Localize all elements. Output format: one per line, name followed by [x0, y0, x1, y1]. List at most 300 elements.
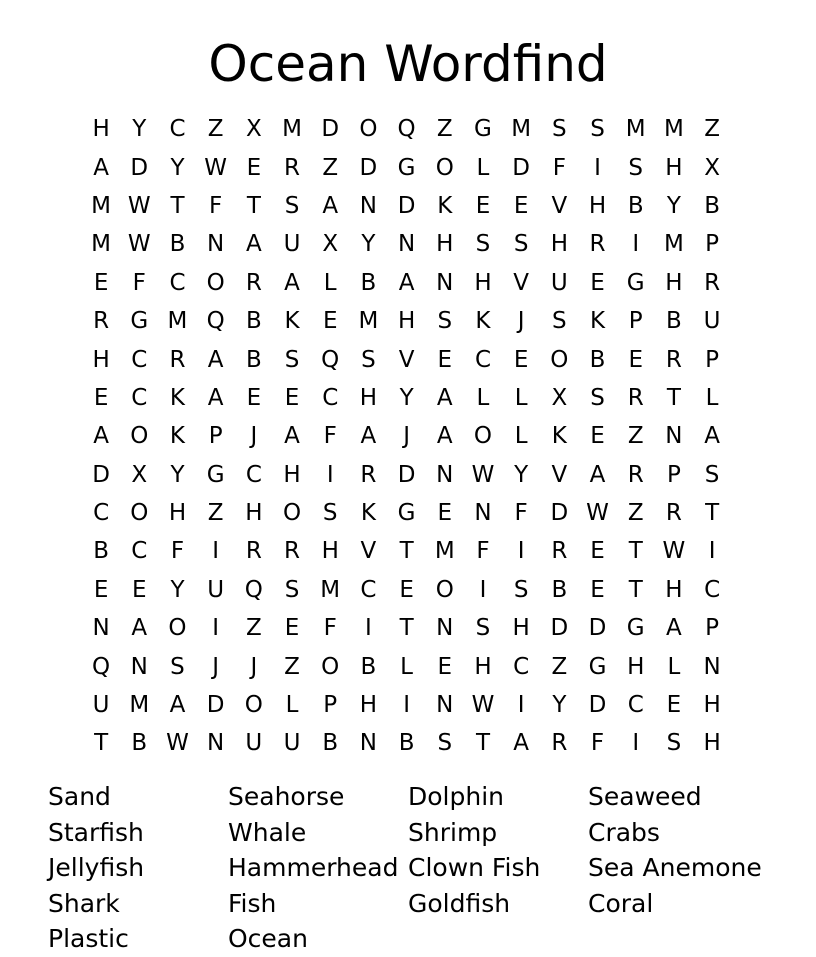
grid-letter: I: [212, 538, 220, 565]
grid-letter: G: [474, 116, 492, 143]
grid-row: [82, 417, 731, 455]
grid-letter: H: [359, 692, 378, 719]
grid-letter: S: [552, 308, 567, 335]
grid-letter: B: [704, 192, 720, 219]
grid-letter: H: [588, 192, 607, 219]
grid-letter: S: [437, 308, 453, 335]
grid-letter: M: [91, 192, 112, 219]
grid-letter: R: [665, 500, 682, 527]
grid-letter: E: [513, 346, 529, 373]
grid-letter: P: [705, 231, 720, 258]
grid-letter: R: [284, 154, 301, 181]
grid-letter: B: [93, 538, 109, 565]
grid-letter: J: [250, 423, 258, 450]
grid-letter: E: [93, 576, 109, 603]
grid-letter: F: [209, 192, 223, 219]
grid-letter: W: [662, 538, 686, 565]
grid-letter: N: [130, 653, 148, 680]
grid-letter: Y: [170, 154, 185, 181]
grid-letter: M: [358, 308, 379, 335]
grid-letter: U: [283, 730, 301, 757]
grid-letter: F: [476, 538, 490, 565]
grid-letter: K: [437, 192, 453, 219]
grid-row: [82, 609, 731, 647]
grid-letter: A: [436, 423, 453, 450]
grid-letter: U: [92, 692, 110, 719]
grid-letter: G: [626, 269, 645, 296]
page-title: Ocean Wordfind: [208, 35, 608, 93]
word-list-item: Plastic: [48, 924, 129, 954]
grid-letter: E: [132, 576, 147, 603]
grid-letter: N: [436, 615, 454, 642]
grid-letter: D: [397, 461, 416, 488]
grid-letter: C: [131, 538, 148, 565]
grid-letter: K: [475, 308, 491, 335]
grid-letter: A: [704, 423, 720, 450]
grid-letter: D: [588, 615, 607, 642]
grid-letter: E: [628, 346, 643, 373]
grid-letter: S: [322, 500, 338, 527]
grid-letter: E: [322, 308, 338, 335]
grid-letter: E: [284, 615, 300, 642]
grid-letter: Z: [704, 116, 720, 143]
grid-letter: B: [666, 308, 682, 335]
grid-letter: A: [322, 192, 339, 219]
grid-letter: U: [703, 308, 721, 335]
grid-letter: Z: [627, 500, 644, 527]
grid-letter: T: [475, 730, 490, 757]
grid-letter: G: [588, 653, 607, 680]
letter-grid: [82, 110, 731, 763]
grid-row: [82, 302, 731, 340]
grid-letter: D: [512, 154, 531, 181]
grid-letter: M: [167, 308, 188, 335]
grid-letter: X: [704, 154, 720, 181]
grid-letter: L: [400, 653, 413, 680]
grid-letter: T: [399, 538, 414, 565]
grid-letter: A: [436, 384, 453, 411]
grid-letter: E: [93, 269, 109, 296]
grid-letter: R: [360, 461, 377, 488]
grid-letter: S: [666, 730, 682, 757]
grid-letter: Y: [132, 116, 147, 143]
grid-letter: Y: [552, 692, 567, 719]
grid-letter: F: [170, 538, 185, 565]
grid-letter: Z: [436, 116, 453, 143]
word-list-item: Dolphin: [408, 782, 504, 811]
grid-letter: E: [399, 576, 414, 603]
grid-letter: J: [212, 653, 220, 680]
grid-letter: O: [206, 269, 225, 296]
grid-letter: K: [589, 308, 606, 335]
grid-letter: C: [131, 384, 148, 411]
grid-letter: N: [474, 500, 492, 527]
grid-letter: B: [551, 576, 568, 603]
grid-row: [82, 724, 731, 762]
grid-letter: H: [703, 730, 721, 757]
grid-letter: F: [552, 154, 566, 181]
grid-letter: T: [94, 730, 109, 757]
grid-letter: E: [437, 346, 453, 373]
grid-letter: R: [284, 538, 301, 565]
grid-letter: V: [360, 538, 377, 565]
grid-letter: V: [551, 461, 568, 488]
grid-letter: V: [551, 192, 568, 219]
grid-letter: W: [204, 154, 228, 181]
grid-letter: V: [398, 346, 415, 373]
grid-letter: M: [663, 116, 684, 143]
grid-letter: L: [705, 384, 719, 411]
grid-letter: I: [632, 231, 640, 258]
grid-letter: U: [283, 231, 301, 258]
grid-letter: P: [628, 308, 643, 335]
grid-letter: R: [245, 269, 262, 296]
grid-letter: C: [131, 346, 148, 373]
grid-letter: N: [397, 231, 416, 258]
grid-letter: Y: [666, 192, 681, 219]
grid-letter: H: [665, 576, 683, 603]
grid-letter: T: [170, 192, 185, 219]
grid-letter: O: [130, 423, 149, 450]
grid-letter: L: [514, 423, 528, 450]
grid-letter: Z: [207, 500, 224, 527]
grid-letter: O: [435, 576, 454, 603]
grid-letter: O: [435, 154, 454, 181]
grid-letter: H: [436, 231, 454, 258]
grid-letter: C: [322, 384, 339, 411]
grid-letter: F: [323, 423, 337, 450]
grid-letter: Y: [514, 461, 529, 488]
grid-letter: U: [550, 269, 568, 296]
grid-letter: A: [207, 346, 224, 373]
grid-letter: M: [511, 116, 532, 143]
grid-letter: P: [705, 615, 720, 642]
grid-letter: H: [283, 461, 301, 488]
grid-letter: M: [320, 576, 341, 603]
grid-letter: T: [705, 500, 720, 527]
grid-letter: P: [705, 346, 720, 373]
grid-row: [82, 225, 731, 263]
grid-letter: F: [514, 500, 528, 527]
grid-letter: L: [476, 154, 490, 181]
grid-letter: S: [513, 231, 529, 258]
grid-letter: R: [704, 269, 721, 296]
grid-letter: Q: [92, 653, 111, 680]
grid-letter: W: [471, 461, 495, 488]
grid-letter: Y: [170, 576, 185, 603]
grid-letter: N: [92, 615, 110, 642]
word-list-item: Seahorse: [228, 782, 345, 811]
grid-letter: S: [284, 346, 300, 373]
grid-letter: S: [361, 346, 376, 373]
grid-letter: D: [130, 154, 149, 181]
grid-row: [82, 532, 731, 570]
grid-letter: T: [246, 192, 261, 219]
word-list: [48, 779, 808, 957]
grid-letter: W: [586, 500, 609, 527]
grid-letter: Q: [321, 346, 340, 373]
grid-row: [82, 571, 731, 609]
grid-letter: R: [627, 384, 644, 411]
grid-letter: M: [625, 116, 646, 143]
grid-letter: C: [513, 653, 530, 680]
grid-letter: N: [665, 423, 683, 450]
grid-letter: H: [92, 346, 110, 373]
grid-letter: X: [131, 461, 148, 488]
grid-letter: I: [708, 538, 716, 565]
grid-letter: R: [551, 538, 568, 565]
grid-letter: M: [434, 538, 455, 565]
grid-letter: B: [131, 730, 148, 757]
grid-letter: L: [514, 384, 528, 411]
grid-letter: A: [169, 692, 186, 719]
grid-letter: M: [282, 116, 302, 143]
grid-letter: Q: [397, 116, 416, 143]
grid-letter: B: [627, 192, 644, 219]
grid-letter: I: [365, 615, 372, 642]
grid-letter: C: [169, 116, 186, 143]
grid-letter: Z: [627, 423, 644, 450]
grid-letter: A: [207, 384, 224, 411]
grid-letter: R: [551, 730, 568, 757]
grid-letter: N: [436, 461, 454, 488]
grid-letter: P: [323, 692, 338, 719]
grid-letter: K: [551, 423, 567, 450]
grid-letter: Y: [399, 384, 414, 411]
grid-letter: P: [666, 461, 681, 488]
grid-letter: W: [127, 231, 151, 258]
grid-row: [82, 264, 731, 302]
grid-row: [82, 494, 731, 532]
grid-letter: N: [359, 192, 378, 219]
grid-letter: R: [169, 346, 186, 373]
grid-letter: G: [206, 461, 225, 488]
grid-letter: Z: [551, 653, 568, 680]
grid-letter: S: [552, 116, 567, 143]
grid-letter: L: [667, 653, 681, 680]
word-list-item: Shark: [48, 888, 120, 918]
grid-letter: R: [665, 346, 682, 373]
grid-letter: C: [169, 269, 186, 296]
grid-letter: E: [93, 384, 109, 411]
grid-letter: J: [250, 653, 258, 680]
grid-letter: L: [476, 384, 490, 411]
grid-letter: A: [284, 269, 300, 296]
grid-letter: Y: [361, 231, 376, 258]
word-list-item: Hammerhead: [228, 853, 399, 883]
grid-letter: E: [590, 423, 605, 450]
word-list-item: Fish: [228, 888, 277, 918]
grid-letter: I: [479, 576, 487, 603]
grid-letter: H: [703, 692, 721, 719]
grid-letter: C: [474, 346, 491, 373]
grid-letter: H: [665, 154, 683, 181]
grid-letter: D: [550, 500, 569, 527]
grid-letter: H: [665, 269, 683, 296]
grid-row: [82, 110, 731, 148]
grid-letter: Z: [207, 116, 224, 143]
grid-letter: D: [321, 116, 340, 143]
grid-letter: D: [588, 692, 607, 719]
grid-letter: A: [666, 615, 682, 642]
grid-letter: G: [626, 615, 645, 642]
grid-letter: L: [323, 269, 337, 296]
grid-letter: I: [632, 730, 640, 757]
grid-letter: R: [589, 231, 606, 258]
grid-letter: H: [245, 500, 263, 527]
grid-letter: K: [169, 384, 186, 411]
word-list-item: Clown Fish: [408, 853, 541, 883]
grid-letter: E: [246, 384, 262, 411]
grid-letter: E: [590, 269, 605, 296]
grid-letter: G: [130, 308, 149, 335]
grid-letter: A: [284, 423, 300, 450]
grid-letter: S: [437, 730, 453, 757]
grid-letter: D: [92, 461, 110, 488]
grid-letter: H: [359, 384, 378, 411]
grid-letter: S: [590, 384, 605, 411]
grid-letter: R: [627, 461, 644, 488]
grid-letter: M: [663, 231, 684, 258]
grid-letter: H: [474, 653, 492, 680]
grid-letter: B: [322, 730, 339, 757]
grid-letter: D: [206, 692, 225, 719]
grid-letter: D: [550, 615, 569, 642]
grid-letter: O: [359, 116, 378, 143]
grid-letter: Z: [245, 615, 262, 642]
word-list-item: Goldfish: [408, 888, 511, 918]
word-list-item: Shrimp: [408, 817, 498, 847]
grid-letter: S: [170, 653, 185, 680]
grid-letter: D: [359, 154, 378, 181]
grid-letter: E: [475, 192, 491, 219]
grid-letter: H: [168, 500, 187, 527]
grid-letter: P: [208, 423, 223, 450]
grid-letter: O: [244, 692, 263, 719]
grid-letter: X: [322, 231, 339, 258]
grid-letter: J: [517, 308, 525, 335]
word-list-item: Sand: [48, 782, 111, 811]
grid-letter: U: [245, 730, 263, 757]
grid-letter: T: [666, 384, 681, 411]
grid-letter: X: [245, 116, 262, 143]
grid-letter: H: [397, 308, 416, 335]
grid-letter: T: [628, 538, 643, 565]
grid-row: [82, 647, 731, 685]
grid-letter: C: [245, 461, 262, 488]
grid-letter: H: [321, 538, 339, 565]
grid-letter: H: [92, 116, 110, 143]
grid-letter: N: [359, 730, 378, 757]
grid-letter: B: [245, 346, 262, 373]
grid-row: [82, 456, 731, 494]
grid-letter: O: [130, 500, 149, 527]
grid-letter: Z: [322, 154, 339, 181]
grid-letter: N: [207, 231, 225, 258]
grid-letter: I: [517, 538, 525, 565]
grid-letter: B: [245, 308, 262, 335]
grid-letter: E: [437, 653, 453, 680]
grid-letter: W: [166, 730, 189, 757]
grid-letter: A: [93, 154, 109, 181]
grid-row: [82, 379, 731, 417]
grid-letter: F: [590, 730, 605, 757]
grid-letter: A: [589, 461, 606, 488]
grid-letter: O: [168, 615, 187, 642]
word-list-item: Ocean: [228, 924, 308, 954]
grid-letter: G: [397, 500, 416, 527]
grid-letter: L: [285, 692, 299, 719]
grid-letter: C: [93, 500, 110, 527]
grid-letter: R: [245, 538, 262, 565]
grid-letter: I: [326, 461, 334, 488]
grid-letter: K: [360, 500, 376, 527]
grid-letter: E: [666, 692, 682, 719]
grid-letter: S: [475, 231, 491, 258]
word-list-item: Jellyfish: [48, 853, 145, 883]
grid-letter: O: [473, 423, 493, 450]
word-list-item: Sea Anemone: [588, 853, 762, 883]
grid-letter: C: [627, 692, 644, 719]
grid-letter: O: [282, 500, 302, 527]
grid-letter: E: [590, 538, 605, 565]
grid-letter: T: [399, 615, 414, 642]
grid-letter: E: [513, 192, 529, 219]
grid-letter: F: [132, 269, 146, 296]
grid-letter: M: [129, 692, 150, 719]
grid-letter: A: [398, 269, 415, 296]
grid-letter: M: [91, 231, 112, 258]
grid-letter: H: [627, 653, 645, 680]
grid-letter: Y: [170, 461, 185, 488]
grid-letter: B: [398, 730, 415, 757]
grid-letter: N: [207, 730, 225, 757]
grid-letter: N: [703, 653, 721, 680]
grid-letter: F: [323, 615, 337, 642]
grid-row: [82, 187, 731, 225]
word-list-item: Coral: [588, 888, 654, 918]
grid-letter: K: [169, 423, 186, 450]
grid-letter: S: [284, 192, 300, 219]
grid-letter: N: [436, 692, 454, 719]
grid-letter: A: [93, 423, 109, 450]
grid-letter: N: [436, 269, 454, 296]
grid-letter: B: [589, 346, 606, 373]
grid-letter: S: [704, 461, 720, 488]
grid-letter: A: [360, 423, 377, 450]
grid-letter: K: [284, 308, 300, 335]
grid-letter: S: [513, 576, 529, 603]
word-list-item: Starfish: [48, 817, 144, 847]
word-list-item: Seaweed: [588, 782, 702, 811]
grid-letter: H: [474, 269, 492, 296]
grid-letter: W: [471, 692, 495, 719]
grid-letter: R: [93, 308, 110, 335]
grid-letter: Z: [284, 653, 300, 680]
grid-letter: A: [245, 231, 262, 258]
grid-row: [82, 148, 731, 186]
grid-letter: B: [360, 653, 377, 680]
grid-letter: E: [284, 384, 300, 411]
grid-letter: S: [284, 576, 300, 603]
grid-letter: C: [360, 576, 377, 603]
grid-row: [82, 340, 731, 378]
grid-letter: I: [403, 692, 410, 719]
grid-letter: C: [704, 576, 721, 603]
grid-letter: I: [594, 154, 601, 181]
grid-row: [82, 686, 731, 724]
grid-letter: E: [590, 576, 605, 603]
